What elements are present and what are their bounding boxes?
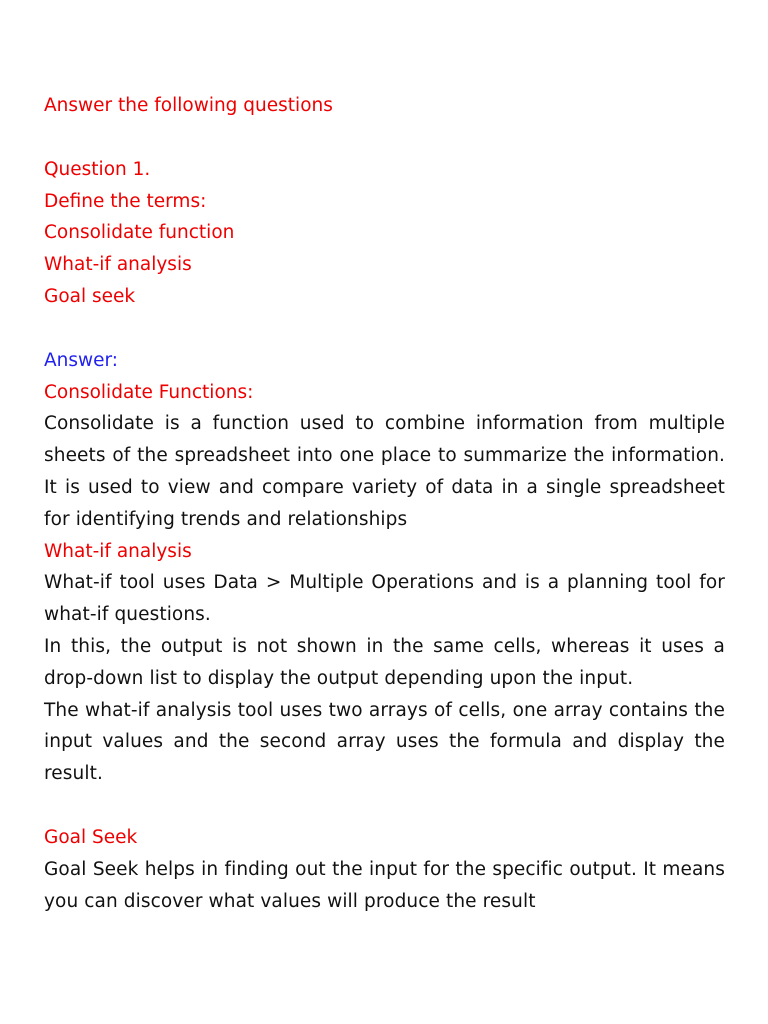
consolidate-body: Consolidate is a function used to combine information from multiple sheets of the spreadsheet into one place to summarize the information. It is used to view and compare variety of data in a single spreadsheet for identifying trends and relationships bbox=[44, 413, 725, 530]
spacer bbox=[44, 790, 725, 822]
consolidate-heading: Consolidate Functions: bbox=[44, 381, 254, 403]
question-term-whatif: What-if analysis bbox=[44, 254, 192, 276]
spacer bbox=[44, 122, 725, 154]
question-term-goalseek: Goal seek bbox=[44, 285, 136, 307]
goalseek-heading: Goal Seek bbox=[44, 826, 138, 848]
question-prompt: Define the terms: bbox=[44, 190, 207, 212]
question-term-consolidate: Consolidate function bbox=[44, 222, 235, 244]
whatif-heading: What-if analysis bbox=[44, 540, 192, 562]
question-heading: Question 1. bbox=[44, 158, 151, 180]
intro-heading: Answer the following questions bbox=[44, 95, 333, 116]
whatif-paragraph-1: What-if tool uses Data > Multiple Operations and is a planning tool for what-if questions. bbox=[44, 572, 725, 626]
goalseek-body: Goal Seek helps in finding out the input for the specific output. It means you can discover what values will produce the result bbox=[44, 858, 725, 912]
document-page bbox=[44, 90, 725, 917]
answer-label: Answer: bbox=[44, 349, 119, 371]
spacer bbox=[44, 313, 725, 345]
whatif-paragraph-2: In this, the output is not shown in the same cells, whereas it uses a drop-down list to display the output depending upon the input. bbox=[44, 635, 725, 689]
whatif-paragraph-3: The what-if analysis tool uses two arrays of cells, one array contains the input values and the second array uses the formula and display the result. bbox=[44, 699, 725, 785]
